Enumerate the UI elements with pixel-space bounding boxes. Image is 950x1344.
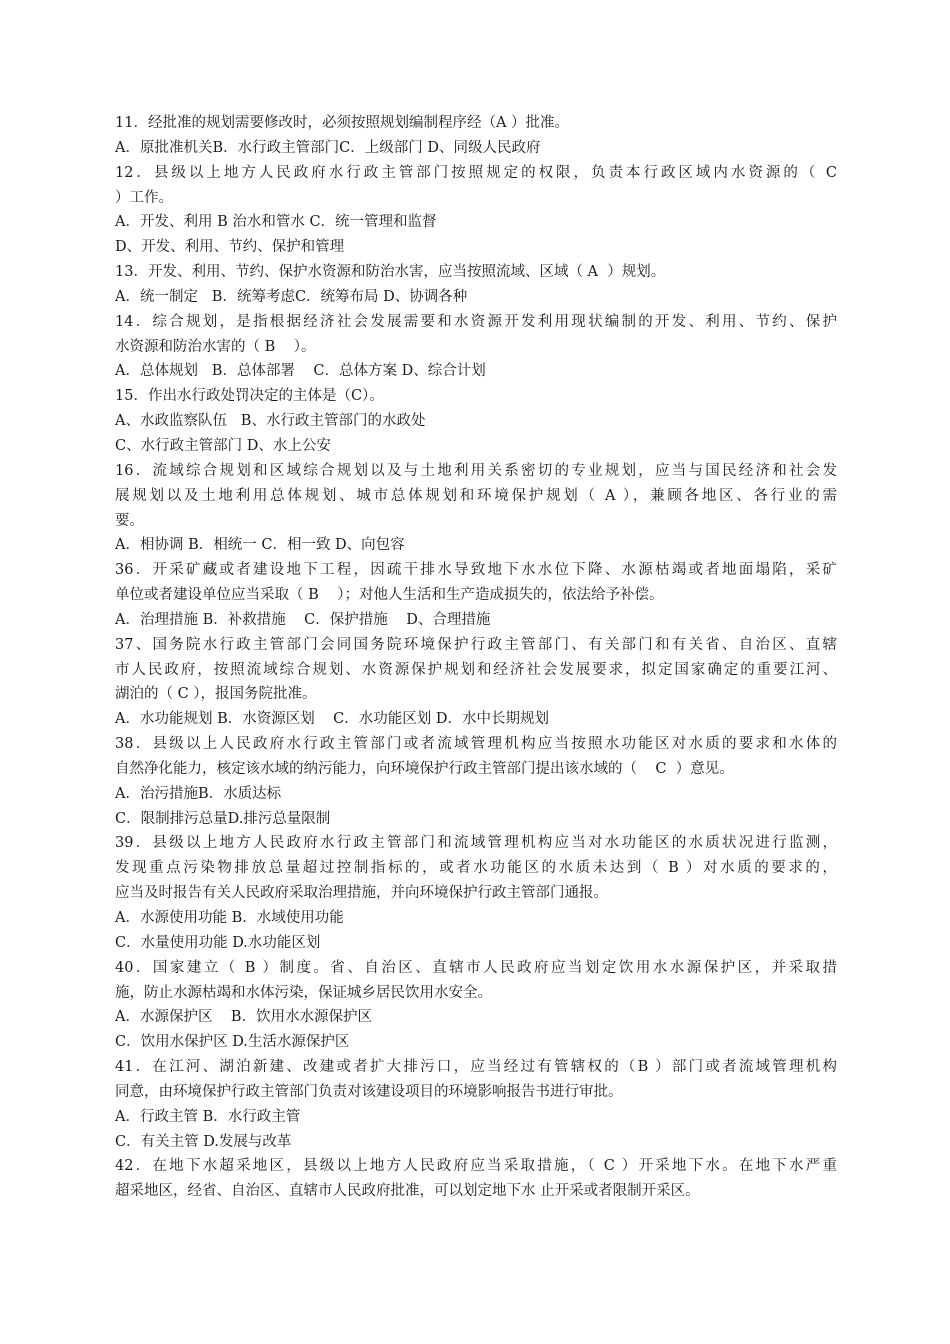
text-line: 11．经批准的规划需要修改时，必须按照规划编制程序经（A ）批准。 [115,115,570,131]
text-line: 施，防止水源枯竭和水体污染，保证城乡居民饮用水安全。 [115,984,492,1001]
text-line: C．有关主管 D.发展与改革 [115,1133,292,1150]
text-line: 12．县级以上地方人民政府水行政主管部门按照规定的权限，负责本行政区域内水资源的（ C [115,164,837,181]
text-line: 水资源和防治水害的（ B ）。 [115,338,316,355]
text-line: 15．作出水行政处罚决定的主体是（C）。 [115,388,384,405]
text-line: 湖泊的（ C ），报国务院批准。 [115,686,317,703]
text-line: 40．国家建立（ B ）制度。省、自治区、直辖市人民政府应当划定饮用水水源保护区，并采取措 [115,959,837,976]
text-line: 38．县级以上人民政府水行政主管部门或者流域管理机构应当按照水功能区对水质的要求和水体的 [115,736,837,753]
text-line: 13．开发、利用、节约、保护水资源和防治水害，应当按照流域、区域（ A ）规划。 [115,264,666,281]
text-line: A．水功能规划 B．水资源区划 C．水功能区划 D．水中长期规划 [115,711,549,728]
text-line: 同意，由环境保护行政主管部门负责对该建设项目的环境影响报告书进行审批。 [115,1083,623,1100]
text-line: 自然净化能力，核定该水域的纳污能力，向环境保护行政主管部门提出该水域的（ C ）意见。 [115,760,734,777]
text-line: 41．在江河、湖泊新建、改建或者扩大排污口，应当经过有管辖权的（B ）部门或者流域管理机构 [115,1059,837,1076]
text-line: 36．开采矿藏或者建设地下工程，因疏干排水导致地下水水位下降、水源枯竭或者地面塌陷，采矿 [115,562,837,579]
text-line: A．总体规划 B．总体部署 C．总体方案 D、综合计划 [115,363,486,380]
text-line: A．开发、利用 B 治水和管水 C．统一管理和监督 [115,214,437,231]
text-line: 市人民政府，按照流域综合规划、水资源保护规划和经济社会发展要求，拟定国家确定的重要江河、 [115,661,837,678]
text-line: 42．在地下水超采地区，县级以上地方人民政府应当采取措施，（ C ）开采地下水。在地下水严重 [115,1158,837,1175]
text-line: C、水行政主管部门 D、水上公安 [115,437,331,454]
text-line: 发现重点污染物排放总量超过控制指标的，或者水功能区的水质未达到（ B ）对水质的要求的， [115,860,837,877]
text-line: ）工作。 [115,189,173,206]
text-line: 39．县级以上地方人民政府水行政主管部门和流域管理机构应当对水功能区的水质状况进行监测， [115,835,837,852]
text-line: C．水量使用功能 D.水功能区划 [115,934,321,951]
text-line: A．水源使用功能 B．水域使用功能 [115,910,344,926]
text-line: C．限制排污总量D.排污总量限制 [115,810,331,827]
text-line: 16．流域综合规划和区域综合规划以及与土地利用关系密切的专业规划，应当与国民经济和社会发 [115,462,837,479]
text-line: A．治理措施 B．补救措施 C．保护措施 D、合理措施 [115,611,491,628]
text-line: 要。 [115,512,144,529]
text-line: 应当及时报告有关人民政府采取治理措施，并向环境保护行政主管部门通报。 [115,885,608,902]
text-line: A．水源保护区 B．饮用水水源保护区 [115,1009,373,1026]
text-line: 展规划以及土地利用总体规划、城市总体规划和环境保护规划（ A ），兼顾各地区、各行业的需 [115,487,837,504]
text-line: A．统一制定 B．统筹考虑C．统筹布局 D、协调各种 [115,288,468,305]
text-line: C．饮用水保护区 D.生活水源保护区 [115,1034,350,1051]
text-line: 超采地区，经省、自治区、直辖市人民政府批准，可以划定地下水 止开采或者限制开采区。 [115,1183,700,1200]
text-line: A、水政监察队伍 B、水行政主管部门的水政处 [115,413,426,430]
text-line: A．原批准机关B．水行政主管部门C．上级部门 D、同级人民政府 [115,139,541,156]
document-page [115,111,837,1204]
text-line: A．相协调 B．相统一 C．相一致 D、向包容 [115,537,405,554]
text-line: 14．综合规划，是指根据经济社会发展需要和水资源开发利用现状编制的开发、利用、节约、保护 [115,313,837,330]
text-line: A．治污措施B．水质达标 [115,785,282,802]
text-line: A．行政主管 B．水行政主管 [115,1108,301,1125]
text-line: 37、国务院水行政主管部门会同国务院环境保护行政主管部门、有关部门和有关省、自治区、直辖 [115,636,837,653]
text-line: 单位或者建设单位应当采取（ B ）；对他人生活和生产造成损失的，依法给予补偿。 [115,587,664,604]
text-line: D、开发、利用、节约、保护和管理 [115,239,345,256]
